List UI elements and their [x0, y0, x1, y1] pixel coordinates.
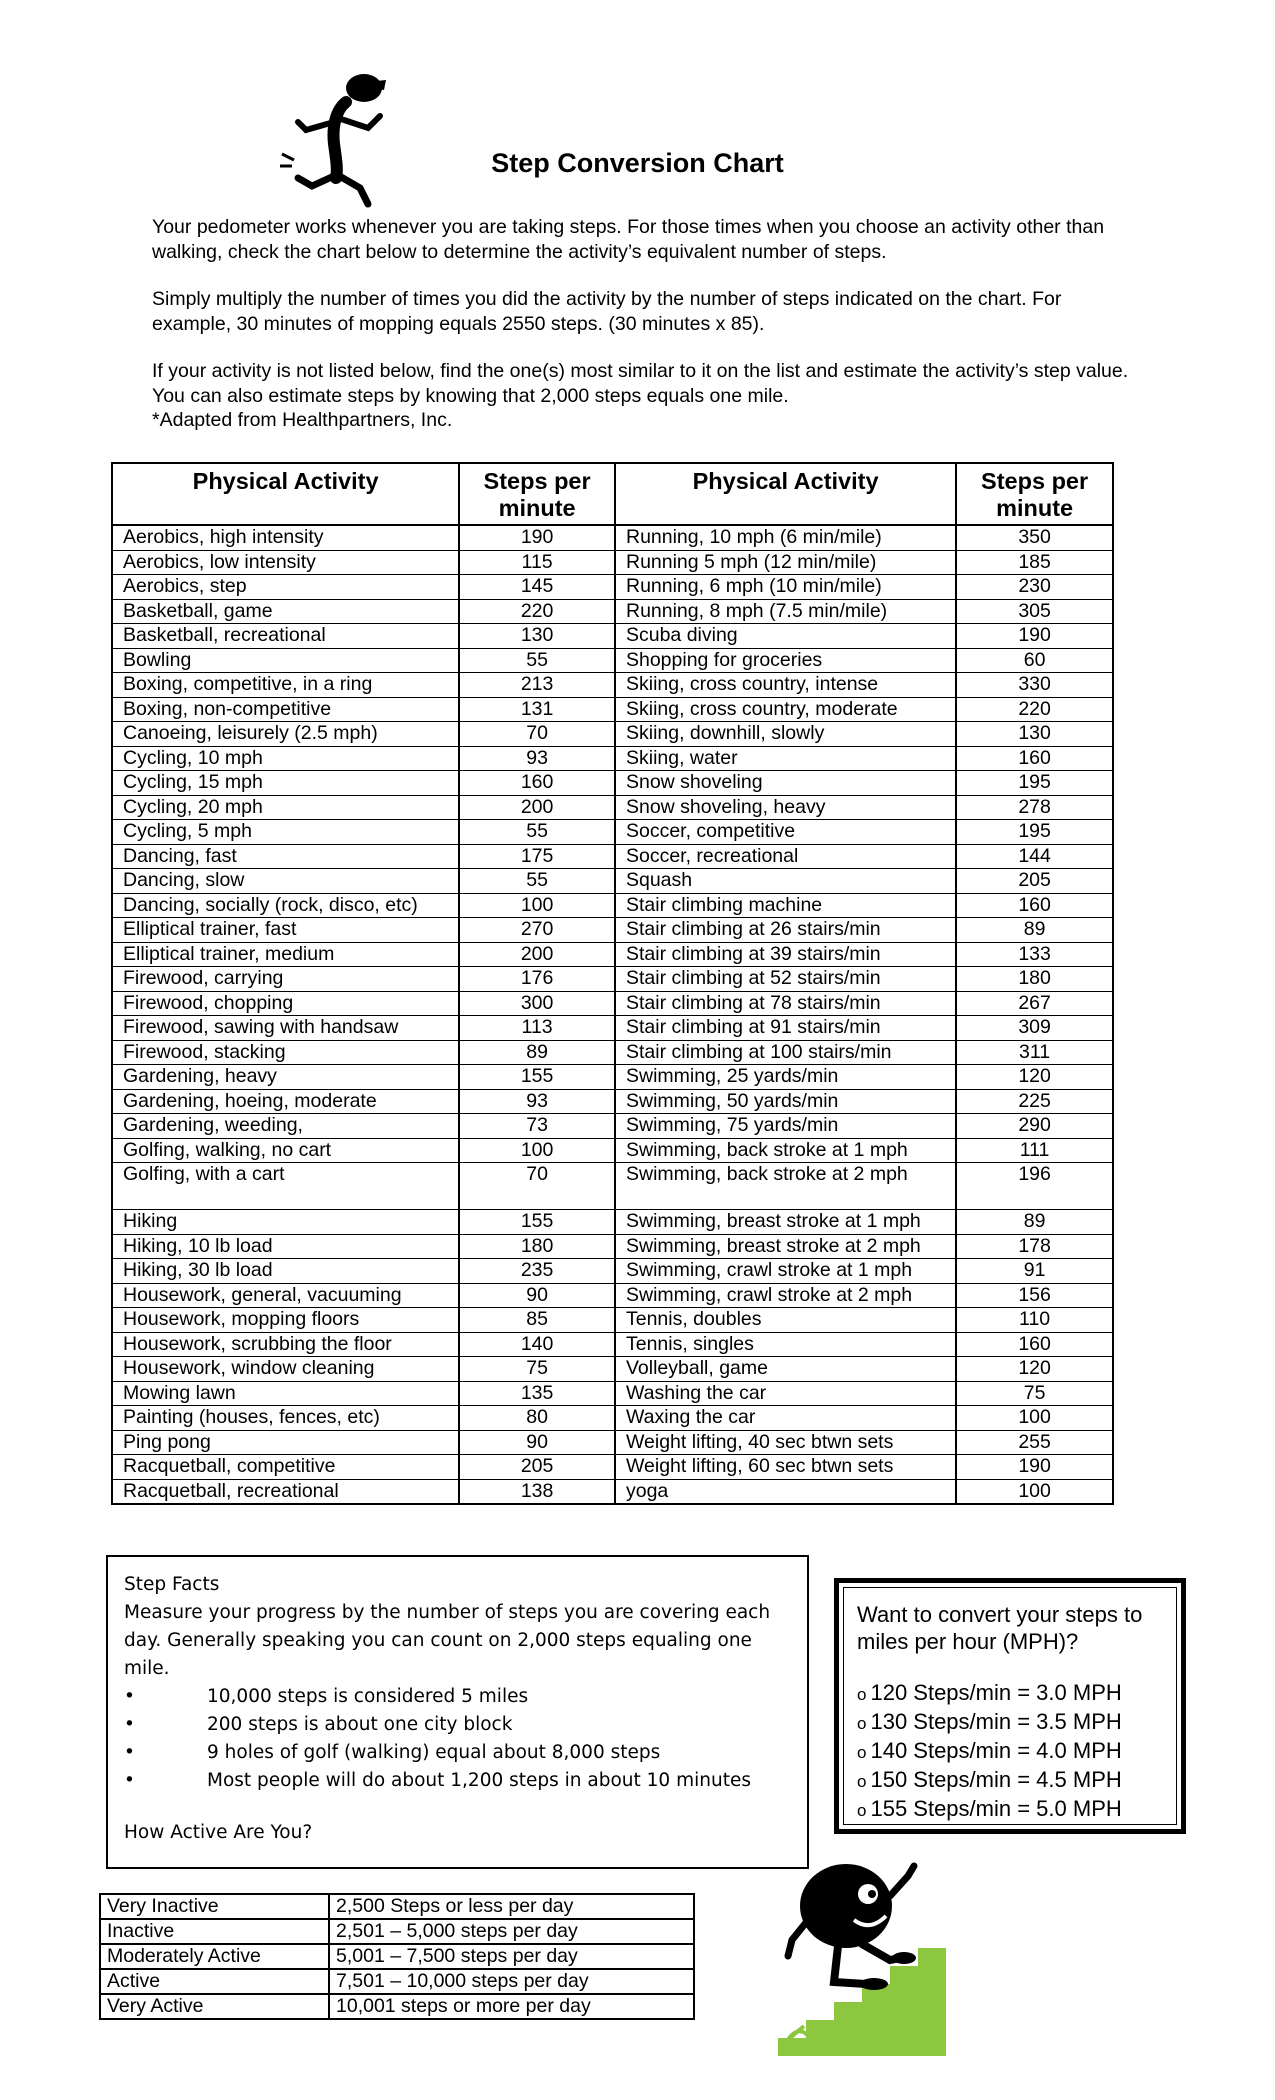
activity-cell: Tennis, doubles [615, 1308, 956, 1333]
steps-cell: 190 [459, 525, 615, 550]
steps-cell: 130 [956, 722, 1113, 747]
steps-cell: 220 [459, 599, 615, 624]
steps-cell: 115 [459, 550, 615, 575]
steps-cell: 205 [459, 1455, 615, 1480]
activity-cell: Dancing, socially (rock, disco, etc) [112, 893, 459, 918]
activity-cell: Cycling, 5 mph [112, 820, 459, 845]
list-item: • 200 steps is about one city block [124, 1711, 793, 1739]
steps-cell: 225 [956, 1089, 1113, 1114]
steps-cell: 85 [459, 1308, 615, 1333]
table-row [112, 746, 1113, 771]
steps-cell: 160 [956, 1332, 1113, 1357]
steps-cell: 305 [956, 599, 1113, 624]
steps-cell: 190 [956, 624, 1113, 649]
activity-cell: Gardening, weeding, [112, 1114, 459, 1139]
activity-cell: Cycling, 20 mph [112, 795, 459, 820]
table-row [112, 918, 1113, 943]
activity-cell: Soccer, recreational [615, 844, 956, 869]
activity-cell: Skiing, water [615, 746, 956, 771]
table-header-row [112, 463, 1113, 525]
table-row [112, 1065, 1113, 1090]
activity-cell: Swimming, breast stroke at 2 mph [615, 1234, 956, 1259]
table-row [112, 1210, 1113, 1235]
table-body [112, 525, 1113, 1504]
activity-cell: Firewood, sawing with handsaw [112, 1016, 459, 1041]
table-row [112, 795, 1113, 820]
steps-cell: 178 [956, 1234, 1113, 1259]
activity-cell: Golfing, walking, no cart [112, 1138, 459, 1163]
activity-cell: Elliptical trainer, medium [112, 942, 459, 967]
activity-cell: Cycling, 15 mph [112, 771, 459, 796]
activity-cell: Firewood, chopping [112, 991, 459, 1016]
steps-cell: 100 [956, 1479, 1113, 1504]
table-row: Moderately Active 5,001 – 7,500 steps per day [100, 1944, 694, 1969]
steps-cell: 180 [956, 967, 1113, 992]
steps-cell: 55 [459, 869, 615, 894]
activity-level-table [99, 1893, 695, 2020]
mph-conversion-box [834, 1578, 1186, 1834]
activity-cell: Basketball, game [112, 599, 459, 624]
activity-cell: Boxing, competitive, in a ring [112, 673, 459, 698]
steps-cell: 100 [459, 1138, 615, 1163]
steps-cell: 185 [956, 550, 1113, 575]
activity-cell: Canoeing, leisurely (2.5 mph) [112, 722, 459, 747]
column-header: Physical Activity [112, 463, 459, 525]
steps-cell: 180 [459, 1234, 615, 1259]
table-row [112, 893, 1113, 918]
activity-cell: Cycling, 10 mph [112, 746, 459, 771]
steps-cell: 175 [459, 844, 615, 869]
activity-cell: Running, 10 mph (6 min/mile) [615, 525, 956, 550]
activity-cell: Stair climbing at 100 stairs/min [615, 1040, 956, 1065]
activity-cell: Swimming, crawl stroke at 2 mph [615, 1283, 956, 1308]
steps-cell: 200 [459, 942, 615, 967]
steps-cell: 255 [956, 1430, 1113, 1455]
bullet-icon: • [124, 1714, 135, 1735]
activity-cell: Volleyball, game [615, 1357, 956, 1382]
steps-cell: 300 [459, 991, 615, 1016]
activity-cell: Running, 6 mph (10 min/mile) [615, 575, 956, 600]
steps-cell: 70 [459, 1163, 615, 1210]
steps-cell: 120 [956, 1357, 1113, 1382]
how-active-heading: How Active Are You? [124, 1822, 313, 1843]
steps-cell: 89 [956, 1210, 1113, 1235]
activity-cell: Swimming, breast stroke at 1 mph [615, 1210, 956, 1235]
table-row [112, 991, 1113, 1016]
table-row [112, 1479, 1113, 1504]
steps-cell: 70 [459, 722, 615, 747]
table-row [112, 1332, 1113, 1357]
steps-cell: 131 [459, 697, 615, 722]
bullet-icon: • [124, 1686, 135, 1707]
activity-cell: Swimming, 25 yards/min [615, 1065, 956, 1090]
activity-cell: Mowing lawn [112, 1381, 459, 1406]
step-facts-text: Measure your progress by the number of steps you are covering each day. Generally speaking you can count on 2,000 steps equaling one mile. [124, 1602, 771, 1679]
table-row [112, 820, 1113, 845]
table-row [112, 1040, 1113, 1065]
activity-cell: Racquetball, recreational [112, 1479, 459, 1504]
runner-on-stairs-icon [778, 1860, 988, 2056]
steps-cell: 140 [459, 1332, 615, 1357]
activity-cell: Running 5 mph (12 min/mile) [615, 550, 956, 575]
step-facts-heading: Step Facts [124, 1574, 220, 1595]
activity-cell: Washing the car [615, 1381, 956, 1406]
steps-cell: 195 [956, 771, 1113, 796]
steps-cell: 55 [459, 648, 615, 673]
intro-source-note: *Adapted from Healthpartners, Inc. [152, 409, 453, 431]
activity-cell: Swimming, back stroke at 2 mph [615, 1163, 956, 1210]
steps-cell: 230 [956, 575, 1113, 600]
table-row [112, 624, 1113, 649]
activity-cell: Tennis, singles [615, 1332, 956, 1357]
activity-cell: Gardening, heavy [112, 1065, 459, 1090]
activity-cell: Soccer, competitive [615, 820, 956, 845]
steps-cell: 100 [956, 1406, 1113, 1431]
activity-cell: Hiking [112, 1210, 459, 1235]
table-row [112, 1430, 1113, 1455]
activity-cell: Stair climbing at 52 stairs/min [615, 967, 956, 992]
steps-cell: 60 [956, 648, 1113, 673]
activity-cell: Skiing, downhill, slowly [615, 722, 956, 747]
steps-cell: 205 [956, 869, 1113, 894]
activity-cell: Squash [615, 869, 956, 894]
steps-cell: 350 [956, 525, 1113, 550]
steps-cell: 160 [956, 746, 1113, 771]
activity-cell: Stair climbing at 26 stairs/min [615, 918, 956, 943]
activity-cell: Firewood, stacking [112, 1040, 459, 1065]
page-title: Step Conversion Chart [491, 148, 784, 178]
table-row [112, 575, 1113, 600]
bullet-icon: • [124, 1770, 135, 1791]
steps-cell: 330 [956, 673, 1113, 698]
table-row [112, 1114, 1113, 1139]
table-row [112, 648, 1113, 673]
activity-cell: yoga [615, 1479, 956, 1504]
activity-cell: Shopping for groceries [615, 648, 956, 673]
steps-cell: 309 [956, 1016, 1113, 1041]
steps-cell: 267 [956, 991, 1113, 1016]
activity-cell: Basketball, recreational [112, 624, 459, 649]
steps-cell: 195 [956, 820, 1113, 845]
circle-bullet-icon: o [857, 1743, 867, 1762]
steps-cell: 133 [956, 942, 1113, 967]
circle-bullet-icon: o [857, 1685, 867, 1704]
circle-bullet-icon: o [857, 1772, 867, 1791]
steps-cell: 91 [956, 1259, 1113, 1284]
table-row [112, 844, 1113, 869]
table-row [112, 771, 1113, 796]
runner-figure-icon [276, 66, 402, 210]
steps-cell: 290 [956, 1114, 1113, 1139]
column-header: Steps per minute [459, 463, 615, 525]
steps-cell: 73 [459, 1114, 615, 1139]
steps-cell: 196 [956, 1163, 1113, 1210]
steps-cell: 135 [459, 1381, 615, 1406]
activity-cell: Scuba diving [615, 624, 956, 649]
activity-cell: Firewood, carrying [112, 967, 459, 992]
activity-cell: Weight lifting, 60 sec btwn sets [615, 1455, 956, 1480]
activity-cell: Dancing, slow [112, 869, 459, 894]
steps-cell: 213 [459, 673, 615, 698]
table-row: Very Inactive 2,500 Steps or less per day [100, 1894, 694, 1919]
steps-cell: 90 [459, 1430, 615, 1455]
activity-cell: Ping pong [112, 1430, 459, 1455]
activity-cell: Boxing, non-competitive [112, 697, 459, 722]
step-facts-box [106, 1555, 809, 1869]
list-item: o 130 Steps/min = 3.5 MPH [857, 1709, 1122, 1734]
table-row [112, 1357, 1113, 1382]
mph-list [857, 1679, 1173, 1824]
table-row [112, 1163, 1113, 1210]
activity-cell: Weight lifting, 40 sec btwn sets [615, 1430, 956, 1455]
activity-cell: Swimming, crawl stroke at 1 mph [615, 1259, 956, 1284]
table-row [112, 697, 1113, 722]
activity-cell: Hiking, 10 lb load [112, 1234, 459, 1259]
table-row [112, 525, 1113, 550]
mph-question: Want to convert your steps to miles per hour (MPH)? [857, 1602, 1143, 1654]
activity-cell: Skiing, cross country, moderate [615, 697, 956, 722]
activity-cell: Aerobics, high intensity [112, 525, 459, 550]
activity-cell: Gardening, hoeing, moderate [112, 1089, 459, 1114]
steps-cell: 200 [459, 795, 615, 820]
steps-cell: 110 [956, 1308, 1113, 1333]
activity-cell: Elliptical trainer, fast [112, 918, 459, 943]
table-row [112, 1089, 1113, 1114]
steps-cell: 93 [459, 746, 615, 771]
activity-cell: Running, 8 mph (7.5 min/mile) [615, 599, 956, 624]
steps-cell: 145 [459, 575, 615, 600]
steps-cell: 144 [956, 844, 1113, 869]
activity-cell: Stair climbing at 91 stairs/min [615, 1016, 956, 1041]
activity-cell: Aerobics, step [112, 575, 459, 600]
steps-cell: 190 [956, 1455, 1113, 1480]
steps-cell: 113 [459, 1016, 615, 1041]
table-row [112, 1406, 1113, 1431]
table-row [112, 869, 1113, 894]
table-row [112, 1455, 1113, 1480]
activity-cell: Stair climbing at 39 stairs/min [615, 942, 956, 967]
steps-cell: 160 [459, 771, 615, 796]
steps-cell: 278 [956, 795, 1113, 820]
activity-cell: Bowling [112, 648, 459, 673]
table-row: Active 7,501 – 10,000 steps per day [100, 1969, 694, 1994]
table-row [112, 1308, 1113, 1333]
steps-cell: 220 [956, 697, 1113, 722]
step-facts-list [124, 1683, 793, 1795]
table-row: Very Active 10,001 steps or more per day [100, 1994, 694, 2019]
list-item: o 140 Steps/min = 4.0 MPH [857, 1738, 1122, 1763]
activity-cell: Hiking, 30 lb load [112, 1259, 459, 1284]
table-row [112, 1234, 1113, 1259]
steps-cell: 100 [459, 893, 615, 918]
table-row [112, 1016, 1113, 1041]
steps-cell: 311 [956, 1040, 1113, 1065]
steps-cell: 75 [956, 1381, 1113, 1406]
steps-cell: 90 [459, 1283, 615, 1308]
activity-cell: Skiing, cross country, intense [615, 673, 956, 698]
activity-cell: Swimming, 50 yards/min [615, 1089, 956, 1114]
table-row: Inactive 2,501 – 5,000 steps per day [100, 1919, 694, 1944]
step-conversion-table [111, 462, 1114, 1505]
steps-cell: 160 [956, 893, 1113, 918]
activity-cell: Swimming, 75 yards/min [615, 1114, 956, 1139]
list-item: o 150 Steps/min = 4.5 MPH [857, 1767, 1122, 1792]
intro-paragraph: Your pedometer works whenever you are taking steps. For those times when you choose an activity other than walking, check the chart below to determine the activity’s equivalent number of steps. [152, 216, 1105, 263]
activity-cell: Waxing the car [615, 1406, 956, 1431]
table-row [112, 1138, 1113, 1163]
table-row [112, 722, 1113, 747]
steps-cell: 89 [956, 918, 1113, 943]
table-row [112, 550, 1113, 575]
circle-bullet-icon: o [857, 1801, 867, 1820]
list-item: • 9 holes of golf (walking) equal about 8,000 steps [124, 1739, 793, 1767]
activity-cell: Racquetball, competitive [112, 1455, 459, 1480]
table-row [112, 673, 1113, 698]
steps-cell: 235 [459, 1259, 615, 1284]
circle-bullet-icon: o [857, 1714, 867, 1733]
table-row [112, 599, 1113, 624]
activity-cell: Snow shoveling [615, 771, 956, 796]
steps-cell: 156 [956, 1283, 1113, 1308]
list-item: o 155 Steps/min = 5.0 MPH [857, 1796, 1122, 1821]
list-item: • 10,000 steps is considered 5 miles [124, 1683, 793, 1711]
intro-paragraph: If your activity is not listed below, find the one(s) most similar to it on the list and estimate the activity’s step value. You can also estimate steps by knowing that 2,000 steps equals one mile. [152, 360, 1129, 407]
steps-cell: 155 [459, 1210, 615, 1235]
table-row [112, 1259, 1113, 1284]
steps-cell: 111 [956, 1138, 1113, 1163]
activity-cell: Housework, general, vacuuming [112, 1283, 459, 1308]
activity-cell: Painting (houses, fences, etc) [112, 1406, 459, 1431]
activity-cell: Housework, mopping floors [112, 1308, 459, 1333]
table-row [112, 967, 1113, 992]
steps-cell: 55 [459, 820, 615, 845]
table-row [112, 942, 1113, 967]
steps-cell: 75 [459, 1357, 615, 1382]
activity-cell: Swimming, back stroke at 1 mph [615, 1138, 956, 1163]
column-header: Steps per minute [956, 463, 1113, 525]
list-item: o 120 Steps/min = 3.0 MPH [857, 1680, 1122, 1705]
activity-cell: Golfing, with a cart [112, 1163, 459, 1210]
steps-cell: 120 [956, 1065, 1113, 1090]
column-header: Physical Activity [615, 463, 956, 525]
activity-cell: Stair climbing machine [615, 893, 956, 918]
steps-cell: 80 [459, 1406, 615, 1431]
activity-cell: Housework, scrubbing the floor [112, 1332, 459, 1357]
steps-cell: 270 [459, 918, 615, 943]
steps-cell: 89 [459, 1040, 615, 1065]
steps-cell: 155 [459, 1065, 615, 1090]
activity-cell: Stair climbing at 78 stairs/min [615, 991, 956, 1016]
activity-cell: Snow shoveling, heavy [615, 795, 956, 820]
steps-cell: 138 [459, 1479, 615, 1504]
intro-text [152, 215, 1142, 433]
steps-cell: 130 [459, 624, 615, 649]
activity-cell: Aerobics, low intensity [112, 550, 459, 575]
table-row [112, 1381, 1113, 1406]
activity-cell: Dancing, fast [112, 844, 459, 869]
steps-cell: 93 [459, 1089, 615, 1114]
table-row [112, 1283, 1113, 1308]
activity-cell: Housework, window cleaning [112, 1357, 459, 1382]
list-item: • Most people will do about 1,200 steps in about 10 minutes [124, 1767, 793, 1795]
intro-paragraph: Simply multiply the number of times you did the activity by the number of steps indicated on the chart. For example, 30 minutes of mopping equals 2550 steps. (30 minutes x 85). [152, 288, 1062, 335]
steps-cell: 176 [459, 967, 615, 992]
bullet-icon: • [124, 1742, 135, 1763]
